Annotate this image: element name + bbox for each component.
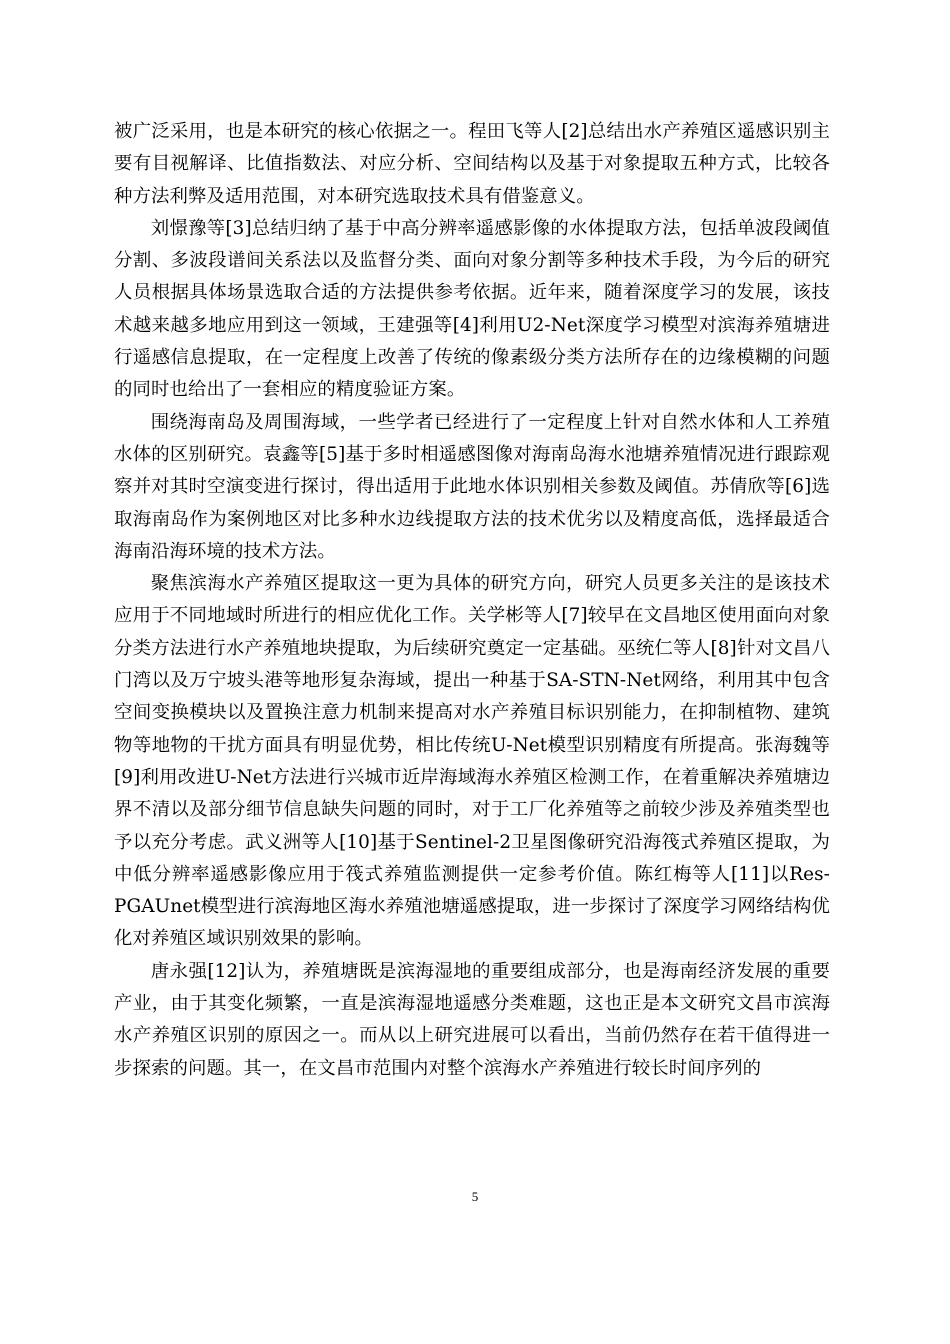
paragraph-3: 围绕海南岛及周围海域，一些学者已经进行了一定程度上针对自然水体和人工养殖水体的区别研究。袁鑫等[5]基于多时相遥感图像对海南岛海水池塘养殖情况进行跟踪观察并对其时空演变进行探讨，得出适用于此地水体识别相关参数及阈值。苏倩欣等[6]选取海南岛作为案例地区对比多种水边线提取方法的技术优劣以及精度高低，选择最适合海南沿海环境的技术方法。 <box>114 411 830 562</box>
page-body <box>114 116 830 1085</box>
paragraph-5: 唐永强[12]认为，养殖塘既是滨海湿地的重要组成部分，也是海南经济发展的重要产业，由于其变化频繁，一直是滨海湿地遥感分类难题，这也正是本文研究文昌市滨海水产养殖区识别的原因之一。而从以上研究进展可以看出，当前仍然存在若干值得进一步探索的问题。其一，在文昌市范围内对整个滨海水产养殖进行较长时间序列的 <box>114 960 830 1079</box>
paragraph-4: 聚焦滨海水产养殖区提取这一更为具体的研究方向，研究人员更多关注的是该技术应用于不同地域时所进行的相应优化工作。关学彬等人[7]较早在文昌地区使用面向对象分类方法进行水产养殖地块提取，为后续研究奠定一定基础。巫统仁等人[8]针对文昌八门湾以及万宁坡头港等地形复杂海域，提出一种基于SA-STN-Net网络，利用其中包含空间变换模块以及置换注意力机制来提高对水产养殖目标识别能力，在抑制植物、建筑物等地物的干扰方面具有明显优势，相比传统U-Net模型识别精度有所提高。张海魏等[9]利用改进U-Net方法进行兴城市近岸海域海水养殖区检测工作，在着重解决养殖塘边界不清以及部分细节信息缺失问题的同时，对于工厂化养殖等之前较少涉及养殖类型也予以充分考虑。武义洲等人[10]基于Sentinel-2卫星图像研究沿海筏式养殖区提取，为中低分辨率遥感影像应用于筏式养殖监测提供一定参考价值。陈红梅等人[11]以Res-PGAUnet模型进行滨海地区海水养殖池塘遥感提取，进一步探讨了深度学习网络结构优化对养殖区域识别效果的影响。 <box>114 573 830 950</box>
paragraph-2: 刘憬豫等[3]总结归纳了基于中高分辨率遥感影像的水体提取方法，包括单波段阈值分割、多波段谱间关系法以及监督分类、面向对象分割等多种技术手段，为今后的研究人员根据具体场景选取合适的方法提供参考依据。近年来，随着深度学习的发展，该技术越来越多地应用到这一领域，王建强等[4]利用U2-Net深度学习模型对滨海养殖塘进行遥感信息提取，在一定程度上改善了传统的像素级分类方法所存在的边缘模糊的问题的同时也给出了一套相应的精度验证方案。 <box>114 217 830 401</box>
page-number: 5 <box>471 1189 479 1204</box>
paragraph-1: 被广泛采用，也是本研究的核心依据之一。程田飞等人[2]总结出水产养殖区遥感识别主要有目视解译、比值指数法、对应分析、空间结构以及基于对象提取五种方式，比较各种方法利弊及适用范围，对本研究选取技术具有借鉴意义。 <box>114 121 830 207</box>
